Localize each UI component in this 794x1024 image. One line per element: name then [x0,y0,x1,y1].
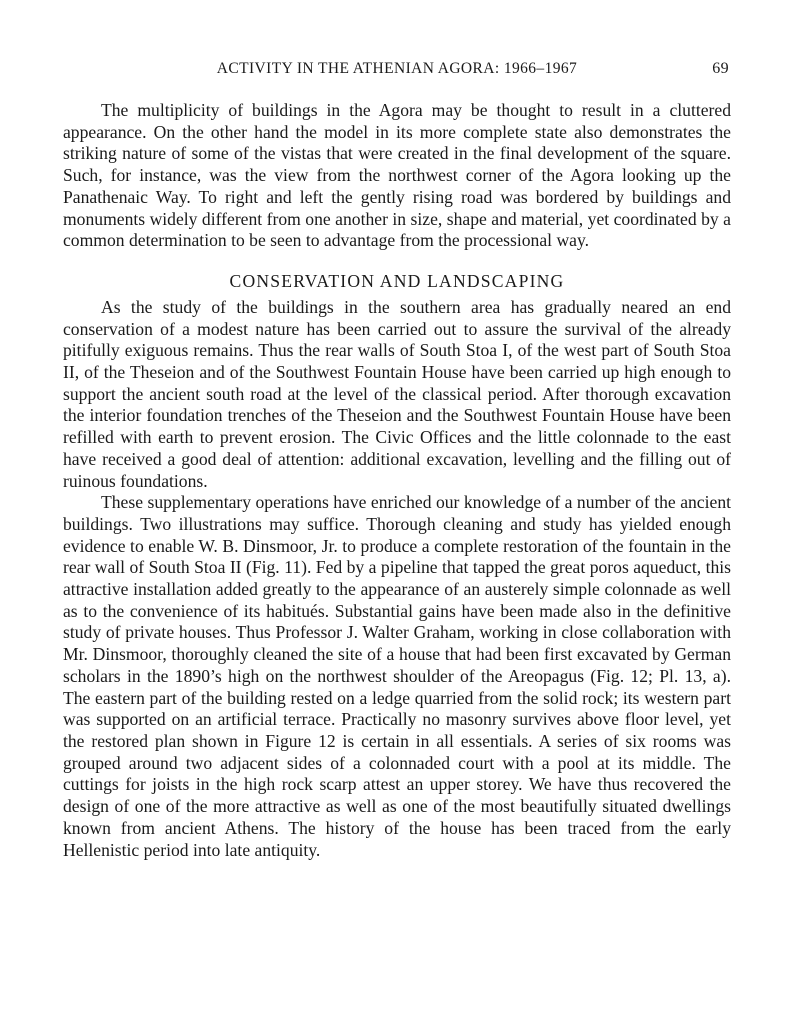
section-heading: CONSERVATION AND LANDSCAPING [229,270,565,291]
page-number: 69 [712,60,729,77]
body-paragraph: The multiplicity of buildings in the Agora may be thought to result in a cluttered appearance. On the other hand the model in its more complete state also demonstrates the striking nature of some of the vistas that were created in the final development of the square. Such, for instance, was the view from the northwest corner of the Agora looking up the Panathenaic Way. To right and left the gently rising road was bordered by buildings and monuments widely different from one another in size, shape and material, yet coordinated by a common determination to be seen to advantage from the processional way. [63,100,731,251]
running-title: ACTIVITY IN THE ATHENIAN AGORA: 1966–1967 [216,60,578,77]
journal-page [63,60,731,861]
running-head [63,60,731,88]
body-paragraph: These supplementary operations have enriched our knowledge of a number of the ancient buildings. Two illustrations may suffice. Thorough cleaning and study has yielded enough evidence to enable W. B. Dinsmoor, Jr. to produce a complete restoration of the fountain in the rear wall of South Stoa II (Fig. 11). Fed by a pipeline that tapped the great poros aqueduct, this attractive installation added greatly to the appearance of an austerely simple colonnade as well as to the convenience of its habitués. Substantial gains have been made also in the definitive study of private houses. Thus Professor J. Walter Graham, working in close collaboration with Mr. Dinsmoor, thoroughly cleaned the site of a house that had been first excavated by German scholars in the 1890’s high on the northwest shoulder of the Areopagus (Fig. 12; Pl. 13, a). The eastern part of the building rested on a ledge quarried from the solid rock; its western part was supported on an artificial terrace. Practically no masonry survives above floor level, yet the restored plan shown in Figure 12 is certain in all essentials. A series of six rooms was grouped around two adjacent sides of a colonnaded court with a pool at its middle. The cuttings for joists in the high rock scarp attest an upper storey. We have thus recovered the design of one of the more attractive as well as one of the most beautifully situated dwellings known from ancient Athens. The history of the house has been traced from the early Hellenistic period into late antiquity. [63,492,731,860]
body-paragraph: As the study of the buildings in the southern area has gradually neared an end conservation of a modest nature has been carried out to assure the survival of the already pitifully exiguous remains. Thus the rear walls of South Stoa I, of the west part of South Stoa II, of the Theseion and of the Southwest Fountain House have been carried up high enough to support the ancient south road at the level of the classical period. After thorough excavation the interior foundation trenches of the Theseion and the Southwest Fountain House have been refilled with earth to prevent erosion. The Civic Offices and the little colonnade to the east have received a good deal of attention: additional excavation, levelling and the filling out of ruinous foundations. [63,296,731,491]
